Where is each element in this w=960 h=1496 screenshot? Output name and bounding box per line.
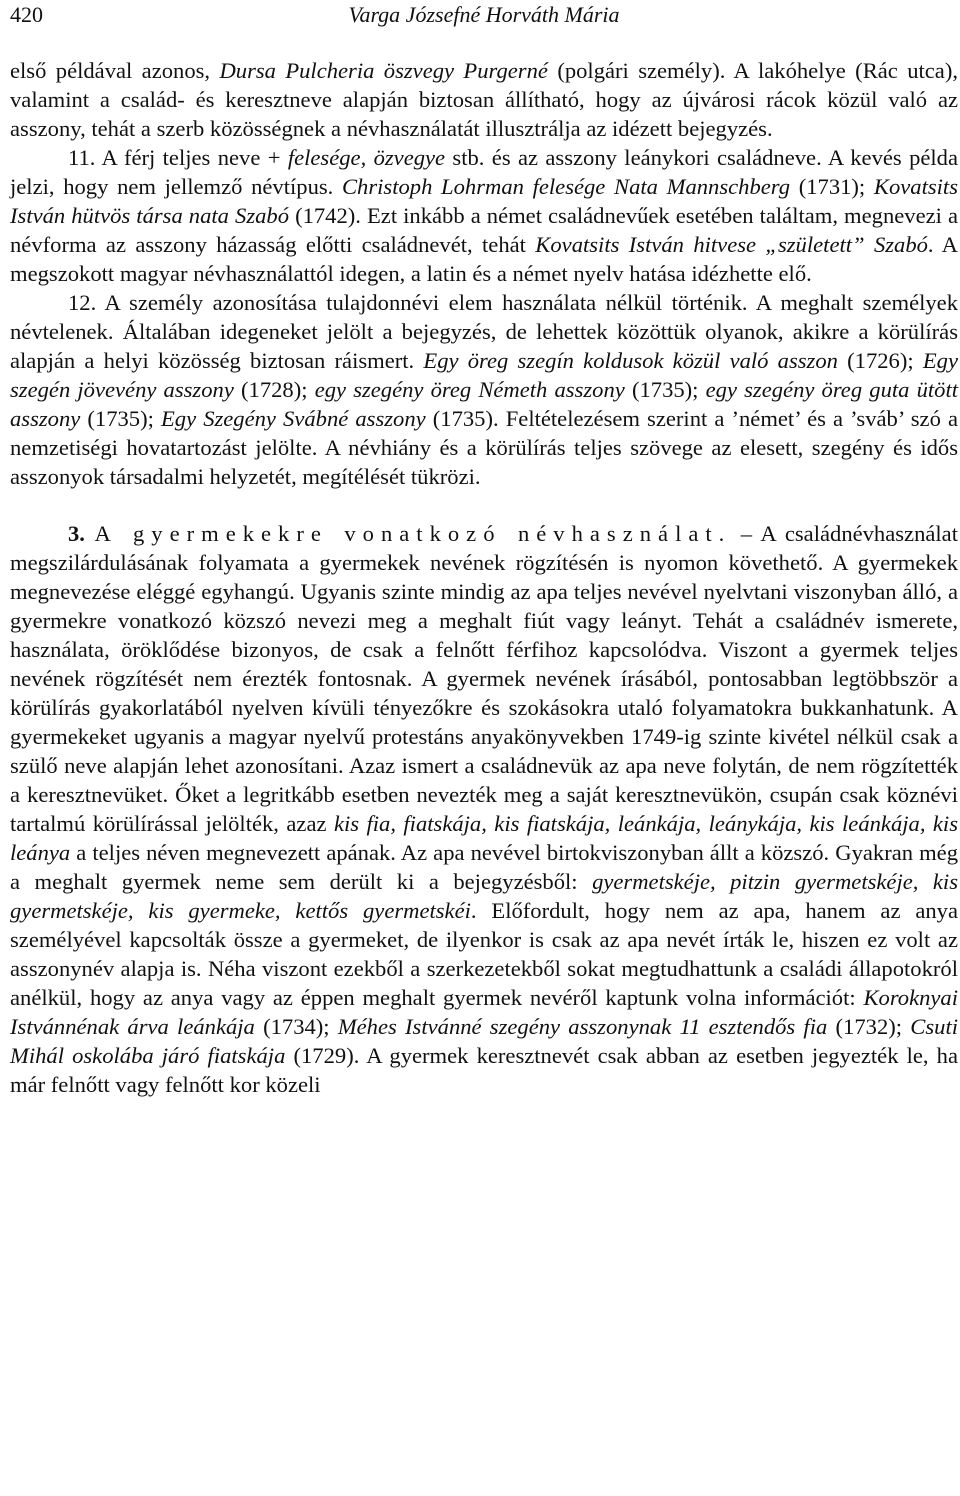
running-title: Varga Józsefné Horváth Mária	[348, 2, 620, 27]
body-text	[10, 56, 958, 1099]
document-page	[10, 0, 958, 1099]
text-run: . Előfordult, hogy nem az apa, hanem az anya személyével kapcsolták össze a gyermeket, de ilyenkor is csak az apa nevét írták le, hiszen ez volt az asszonynév alapja is. Néha viszont ezekből a szerkezetekből sokat megtudhattunk a családi állapotokról anélkül, hogy az anya vagy az éppen meghalt gyermek nevéről kaptunk volna információt:	[10, 898, 958, 1010]
italic-run: Kovatsits István hütvös társa nata Szabó	[10, 174, 958, 228]
italic-run: Méhes Istvánné szegény asszonynak 11 esztendős fia	[337, 1014, 828, 1039]
text-run: a teljes néven megnevezett apának. Az apa nevével birtokviszonyban állt a közszó. Gyakran még a meghalt gyermek neme sem derült ki a bejegyzésből:	[10, 840, 958, 894]
italic-run: Egy szegén jövevény asszony	[10, 348, 958, 402]
italic-run: felesége, özvegye	[287, 145, 446, 170]
italic-run: Csuti Mihál oskolába járó fiatskája	[10, 1014, 958, 1068]
paragraph-item-11	[10, 143, 958, 288]
text-run: (polgári személy). A lakóhelye (Rác utca), valamint a család- és keresztneve alapján biztosan állítható, hogy az újvárosi rácok közül való az asszony, tehát a szerb közösségnek a névhasználatát illusztrálja az idézett bejegyzés.	[10, 58, 959, 141]
text-run: . A megszokott magyar névhasználattól idegen, a latin és a német nyelv hatása idézhette elő.	[10, 232, 958, 286]
paragraph-item-12	[10, 288, 958, 491]
text-run: (1735);	[624, 377, 706, 402]
italic-run: Egy öreg szegín koldusok közül való asszon	[423, 348, 838, 373]
text-run: stb. és az asszony leánykori családneve. A kevés példa jelzi, hogy nem jellemző névtípus.	[10, 145, 958, 199]
text-run: (1732);	[827, 1014, 911, 1039]
text-run: első példával azonos,	[10, 58, 220, 83]
text-run	[85, 521, 94, 546]
italic-run: gyermetskéje, pitzin gyermetskéje, kis gyermetskéje, kis gyermeke, kettős gyermetskéi	[10, 869, 958, 923]
text-run: – A családnévhasználat megszilárdulásának folyamata a gyermekek nevének rögzítésén is nyomon követhető. A gyermekek megnevezése eléggé egyhangú. Ugyanis szinte mindig az apa teljes nevével nyelvtani viszonyban álló, a gyermekre vonatkozó közszó nevezi meg a meghalt fiút vagy leányt. Tehát a családnév ismerete, használata, öröklődése bizonyos, de csak a felnőtt férfihoz kapcsolódva. Viszont a gyermek teljes nevének rögzítését nem érezték fontosnak. A gyermek nevének írásából, pontosabban legtöbbször a körülírás gyakorlatából nyelven kívüli tényezőkre és szokásokra utaló folyamatokra bukkanhatunk. A gyermekeket ugyanis a magyar nyelvű protestáns anyakönyvekben 1749-ig szinte kivétel nélkül csak a szülő neve alapján lehet azonosítani. Azaz ismert a családnevük az apa neve folytán, de nem rögzítették a keresztnevüket. Őket a legritkább esetben nevezték meg a saját keresztnevükön, csupán csak köznévi tartalmú körülírással jelölték, azaz	[10, 521, 958, 836]
page-number: 420	[10, 2, 43, 27]
italic-run: Koroknyai Istvánnénak árva leánkája	[10, 985, 958, 1039]
text-run: (1729). A gyermek keresztnevét csak abban az esetben jegyezték le, ha már felnőtt vagy felnőtt kor közeli	[10, 1043, 958, 1097]
text-run: (1735). Feltételezésem szerint a ’német’ és a ’sváb’ szó a nemzetiségi hovatartozást jelölte. A névhiány és a körülírás teljes szövege az elesett, szegény és idős asszonyok társadalmi helyzetét, megítélését tükrözi.	[10, 406, 958, 489]
page-header	[10, 0, 958, 56]
italic-run: Egy Szegény Svábné asszony	[160, 406, 426, 431]
italic-run: Kovatsits István hitvese „született” Szabó	[535, 232, 928, 257]
italic-run: egy szegény öreg guta ütött asszony	[10, 377, 959, 431]
text-run: (1734);	[254, 1014, 338, 1039]
italic-run: Dursa Pulcheria öszvegy Purgerné	[219, 58, 548, 83]
section-heading: A gyermekekre vonatkozó névhasználat.	[94, 521, 732, 546]
paragraph-section-3	[10, 519, 958, 1099]
text-run: (1731);	[790, 174, 874, 199]
text-run: (1726);	[837, 348, 923, 373]
text-run: (1735);	[80, 406, 161, 431]
text-run: 12. A személy azonosítása tulajdonnévi elem használata nélkül történik. A meghalt személyek névtelenek. Általában idegeneket jelölt a bejegyzés, de lehettek közöttük olyanok, akikre a körülírás alapján a helyi közösség biztosan ráismert.	[10, 290, 958, 373]
italic-run: egy szegény öreg Németh asszony	[314, 377, 625, 402]
paragraph-continuation	[10, 56, 958, 143]
section-gap	[10, 491, 958, 519]
text-run: (1728);	[233, 377, 315, 402]
italic-run: kis fia, fiatskája, kis fiatskája, leánkája, leánykája, kis leánkája, kis leánya	[10, 811, 958, 865]
italic-run: Christoph Lohrman felesége Nata Mannschberg	[341, 174, 791, 199]
text-run: (1742). Ezt inkább a német családnevűek esetében találtam, megnevezi a névforma az asszony házasság előtti családnevét, tehát	[10, 203, 958, 257]
text-run: 11. A férj teljes neve +	[68, 145, 288, 170]
section-number: 3.	[68, 521, 85, 546]
